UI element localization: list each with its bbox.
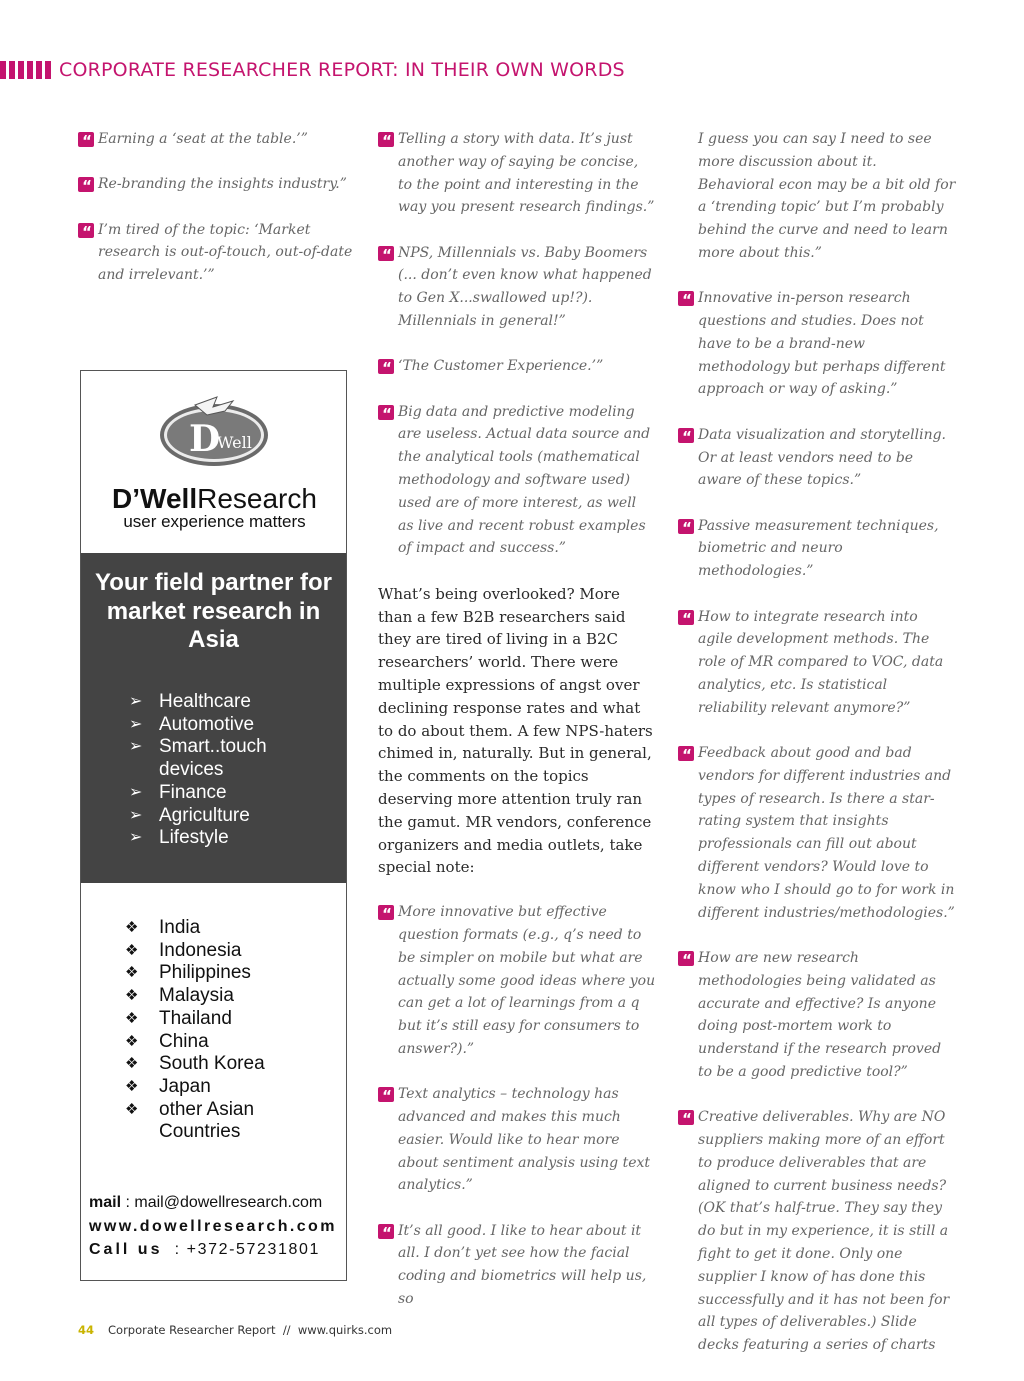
ad-industries-list [129,691,319,850]
dwell-logo-icon [159,395,269,467]
quote-mark-icon: “ [78,223,94,238]
quote-item [678,287,956,401]
quote-mark-icon: “ [378,1224,394,1239]
industry-item: ➢ Finance [129,781,227,803]
quote-text: Earning a ‘seat at the table.’” [98,131,308,147]
quote-mark-icon: “ [378,246,394,261]
arrow-bullet-icon: ➢ [129,693,143,710]
quote-item [678,606,956,720]
quote-mark-icon: “ [378,132,394,147]
quote-item [678,1106,956,1357]
quote-text: It’s all good. I like to hear about it all. I don’t yet see how the facial coding and biometrics will help us, so [398,1222,647,1308]
country-item: ❖ China [125,1030,209,1052]
arrow-bullet-icon: ➢ [129,829,143,847]
country-item: ❖ Thailand [125,1007,232,1029]
quote-text: Passive measurement techniques, biometric and neuro methodologies.” [698,517,939,580]
country-item: ❖ India [125,917,201,938]
quote-mark-icon: “ [78,132,94,147]
ad-brand-name: D’WellResearch [112,483,317,514]
quote-item [378,242,656,333]
diamond-bullet-icon: ❖ [125,1032,139,1050]
arrow-bullet-icon: ➢ [129,715,143,733]
column-right [678,128,956,1379]
ad-phone-line[interactable]: Call us : +372-57231801 [89,1241,321,1258]
column-left [78,128,353,309]
quote-item [378,901,656,1061]
quote-mark-icon: “ [678,746,694,761]
quote-text: NPS, Millennials vs. Baby Boomers (... don’t even know what happened to Gen X...swallowed up!?). Millennials in general!” [398,244,652,330]
page-title: CORPORATE RESEARCHER REPORT: IN THEIR OWN WORDS [59,59,625,81]
diamond-bullet-icon: ❖ [125,919,139,936]
ad-website-link[interactable]: www.dowellresearch.com [89,1217,337,1235]
quote-text: Telling a story with data. It’s just another way of saying be concise, to the point and interesting in the way you present research findings.” [398,131,655,216]
quote-item [78,173,353,196]
ad-countries-list [125,917,325,1144]
quote-mark-icon: “ [678,519,694,534]
industry-item: ➢ Agriculture [129,804,250,826]
quote-text: Text analytics – technology has advanced and makes this much easier. Would like to hear more about sentiment analysis using text analytics.” [398,1086,651,1194]
arrow-bullet-icon: ➢ [129,738,143,756]
quote-item [678,128,956,265]
quote-mark-icon: “ [378,359,394,374]
diamond-bullet-icon: ❖ [125,941,139,959]
header-bars-decoration [0,61,51,79]
quote-item [678,424,956,492]
quote-item [78,219,353,287]
page-number: 44 [78,1323,95,1337]
industry-item: ➢ Automotive [129,713,255,735]
quote-text: Creative deliverables. Why are NO suppliers making more of an effort to produce deliverables that are aligned to current business needs? (OK that’s half-true. They say they do but in my experience, it is still a fight to get it done. Only one supplier I know of has done this successfully and it has not been for all types of deliverables.) Slide decks featuring a series of charts [698,1109,950,1354]
quote-mark-icon: “ [678,428,694,443]
quote-item [78,128,353,151]
ad-tagline: user experience matters [123,512,306,531]
quote-item [678,515,956,583]
quote-mark-icon: “ [678,1110,694,1125]
quote-item [378,401,656,561]
quote-mark-icon: “ [678,291,694,306]
industry-item: ➢ Lifestyle [129,827,229,849]
diamond-bullet-icon: ❖ [125,987,139,1005]
page-header [0,58,625,82]
country-item: ❖ other Asian Countries [125,1098,255,1143]
quote-text: I guess you can say I need to see more discussion about it. Behavioral econ may be a bit old for a ‘trending topic’ but I’m probably behind the curve and need to learn more about this.” [698,131,956,261]
quote-text: More innovative but effective question formats (e.g., q’s need to be simpler on mobile but what are actually some good ideas where you can get a lot of learnings from a q but it’s still easy for consumers to answer?).” [398,904,656,1057]
ad-contact-block [89,1191,341,1262]
dwell-research-advertisement[interactable] [80,370,347,1281]
quote-text: Data visualization and storytelling. Or at least vendors need to be aware of these topics.” [698,426,946,489]
quote-text: Innovative in-person research questions and studies. Does not have to be a brand-new methodology but perhaps different approach or way of asking.” [698,290,946,398]
svg-text:Well: Well [217,433,252,452]
arrow-bullet-icon: ➢ [129,806,143,824]
quote-item [378,1083,656,1197]
diamond-bullet-icon: ❖ [125,964,139,982]
quote-mark-icon: “ [78,177,94,192]
ad-headline: Your field partner for market research in Asia [95,569,332,653]
diamond-bullet-icon: ❖ [125,1077,139,1095]
footer-publication: Corporate Researcher Report // www.quirks.com [108,1323,393,1337]
quote-item [678,947,956,1084]
diamond-bullet-icon: ❖ [125,1055,139,1073]
country-item: ❖ Indonesia [125,939,242,961]
country-item: ❖ South Korea [125,1053,265,1075]
quote-mark-icon: “ [678,610,694,625]
industry-item: ➢ Smart..touch devices [129,736,267,781]
page-footer [78,1323,392,1337]
quote-item [378,128,656,219]
quote-text: How to integrate research into agile development methods. The role of MR compared to VOC, data analytics, etc. Is statistical reliability relevant anymore?” [698,608,944,716]
diamond-bullet-icon: ❖ [125,1009,139,1027]
body-paragraph: What’s being overlooked? More than a few B2B researchers said they are tired of living in a B2C researchers’ world. There were multiple expressions of angst over declining response rates and what to do about them. A few NPS-haters chimed in, naturally. But in general, the comments on the topics deserving more attention truly ran the gamut. MR vendors, conference organizers and media outlets, take special note: [378,584,653,877]
quote-mark-icon: “ [378,905,394,920]
country-item: ❖ Japan [125,1075,211,1097]
quote-text: Feedback about good and bad vendors for different industries and types of research. Is there a star-rating system that insights professionals can fill out about different vendors? Would love to know who I should go to for work in different industries/methodologies.” [698,745,955,921]
ad-dark-panel [81,553,346,883]
ad-mail-line[interactable]: mail : mail@dowellresearch.com [89,1194,323,1211]
quote-text: I’m tired of the topic: ‘Market research is out-of-touch, out-of-date and irrelevant.’” [98,221,353,284]
quote-mark-icon: “ [378,405,394,420]
arrow-bullet-icon: ➢ [129,783,143,801]
quote-text: ‘The Customer Experience.’” [398,358,604,375]
quote-item [378,1220,656,1311]
quote-item [678,742,956,924]
svg-text:D: D [189,418,221,460]
industry-item: ➢ Healthcare [129,691,251,712]
country-item: ❖ Malaysia [125,985,234,1007]
quote-text: Re-branding the insights industry.” [98,176,347,193]
quote-item [378,355,656,378]
quote-mark-icon: “ [678,951,694,966]
footer-url[interactable]: www.quirks.com [297,1323,393,1337]
quote-mark-icon: “ [378,1087,394,1102]
quote-text: Big data and predictive modeling are useless. Actual data source and the analytical tools (mathematical methodology and software used) used are of more interest, as well as live and recent robust examples of impact and success.” [398,403,651,557]
quote-text: How are new research methodologies being validated as accurate and effective? Is anyone doing post-mortem work to understand if the research proved to be a good predictive tool?” [698,949,942,1080]
column-middle [378,128,656,1333]
country-item: ❖ Philippines [125,962,251,984]
diamond-bullet-icon: ❖ [125,1100,139,1118]
